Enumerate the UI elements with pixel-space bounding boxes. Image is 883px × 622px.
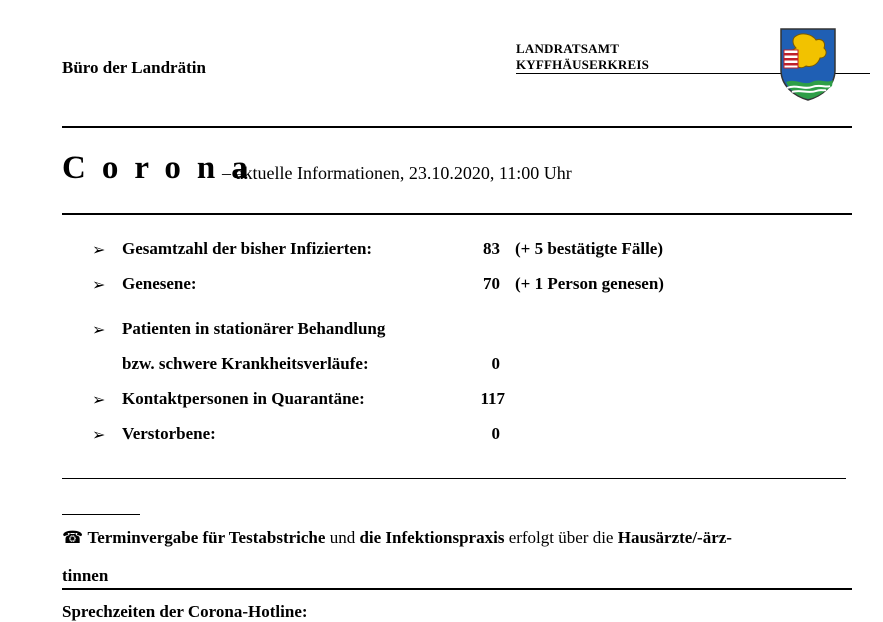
recovered-note: (+ 1 Person genesen) [515, 274, 664, 293]
authority-line-2: KYFFHÄUSERKREIS [516, 57, 650, 72]
page-subtitle: – aktuelle Informationen, 23.10.2020, 11:00 Uhr [222, 163, 572, 183]
quarantine-value: 117 [480, 389, 505, 408]
infected-note: (+ 5 bestätigte Fälle) [515, 239, 664, 258]
deceased-label: Verstorbene: [122, 424, 216, 443]
page-title: Corona [62, 150, 264, 186]
bullet-arrow-icon: ➢ [92, 242, 106, 259]
quarantine-label: Kontaktpersonen in Quarantäne: [122, 389, 365, 408]
divider-title [62, 213, 852, 215]
hospital-value: 0 [491, 354, 500, 373]
testing-appointments: Terminvergabe für Testabstriche [87, 528, 326, 547]
authority-line-1: LANDRATSAMT [516, 41, 620, 56]
footnote-rule [62, 514, 140, 515]
divider-stats [62, 478, 846, 479]
infection-practice: die Infektionspraxis [359, 528, 505, 547]
infected-label: Gesamtzahl der bisher Infizierten: [122, 239, 373, 258]
testing-info [62, 528, 852, 548]
bullet-arrow-icon: ➢ [92, 322, 106, 339]
hospital-label-line2: bzw. schwere Krankheitsverläufe: [122, 354, 369, 373]
doctors-text-continued: tinnen [62, 566, 109, 585]
coat-of-arms-icon [778, 26, 838, 102]
phone-icon: ☎ [62, 528, 84, 547]
office-name: Büro der Landrätin [62, 58, 206, 77]
recovered-value: 70 [483, 274, 500, 293]
infected-value: 83 [483, 239, 500, 258]
hotline-heading: Sprechzeiten der Corona-Hotline: [62, 602, 308, 621]
divider-info [62, 588, 852, 590]
info-text: erfolgt über die [508, 528, 614, 547]
bullet-arrow-icon: ➢ [92, 277, 106, 294]
recovered-label: Genesene: [122, 274, 197, 293]
divider-top [62, 126, 852, 128]
hospital-label-line1: Patienten in stationärer Behandlung [122, 319, 386, 338]
doctors-text: Hausärzte/-ärz- [617, 528, 732, 547]
bullet-arrow-icon: ➢ [92, 427, 106, 444]
connector-text: und [329, 528, 356, 547]
deceased-value: 0 [491, 424, 500, 443]
bullet-arrow-icon: ➢ [92, 392, 106, 409]
